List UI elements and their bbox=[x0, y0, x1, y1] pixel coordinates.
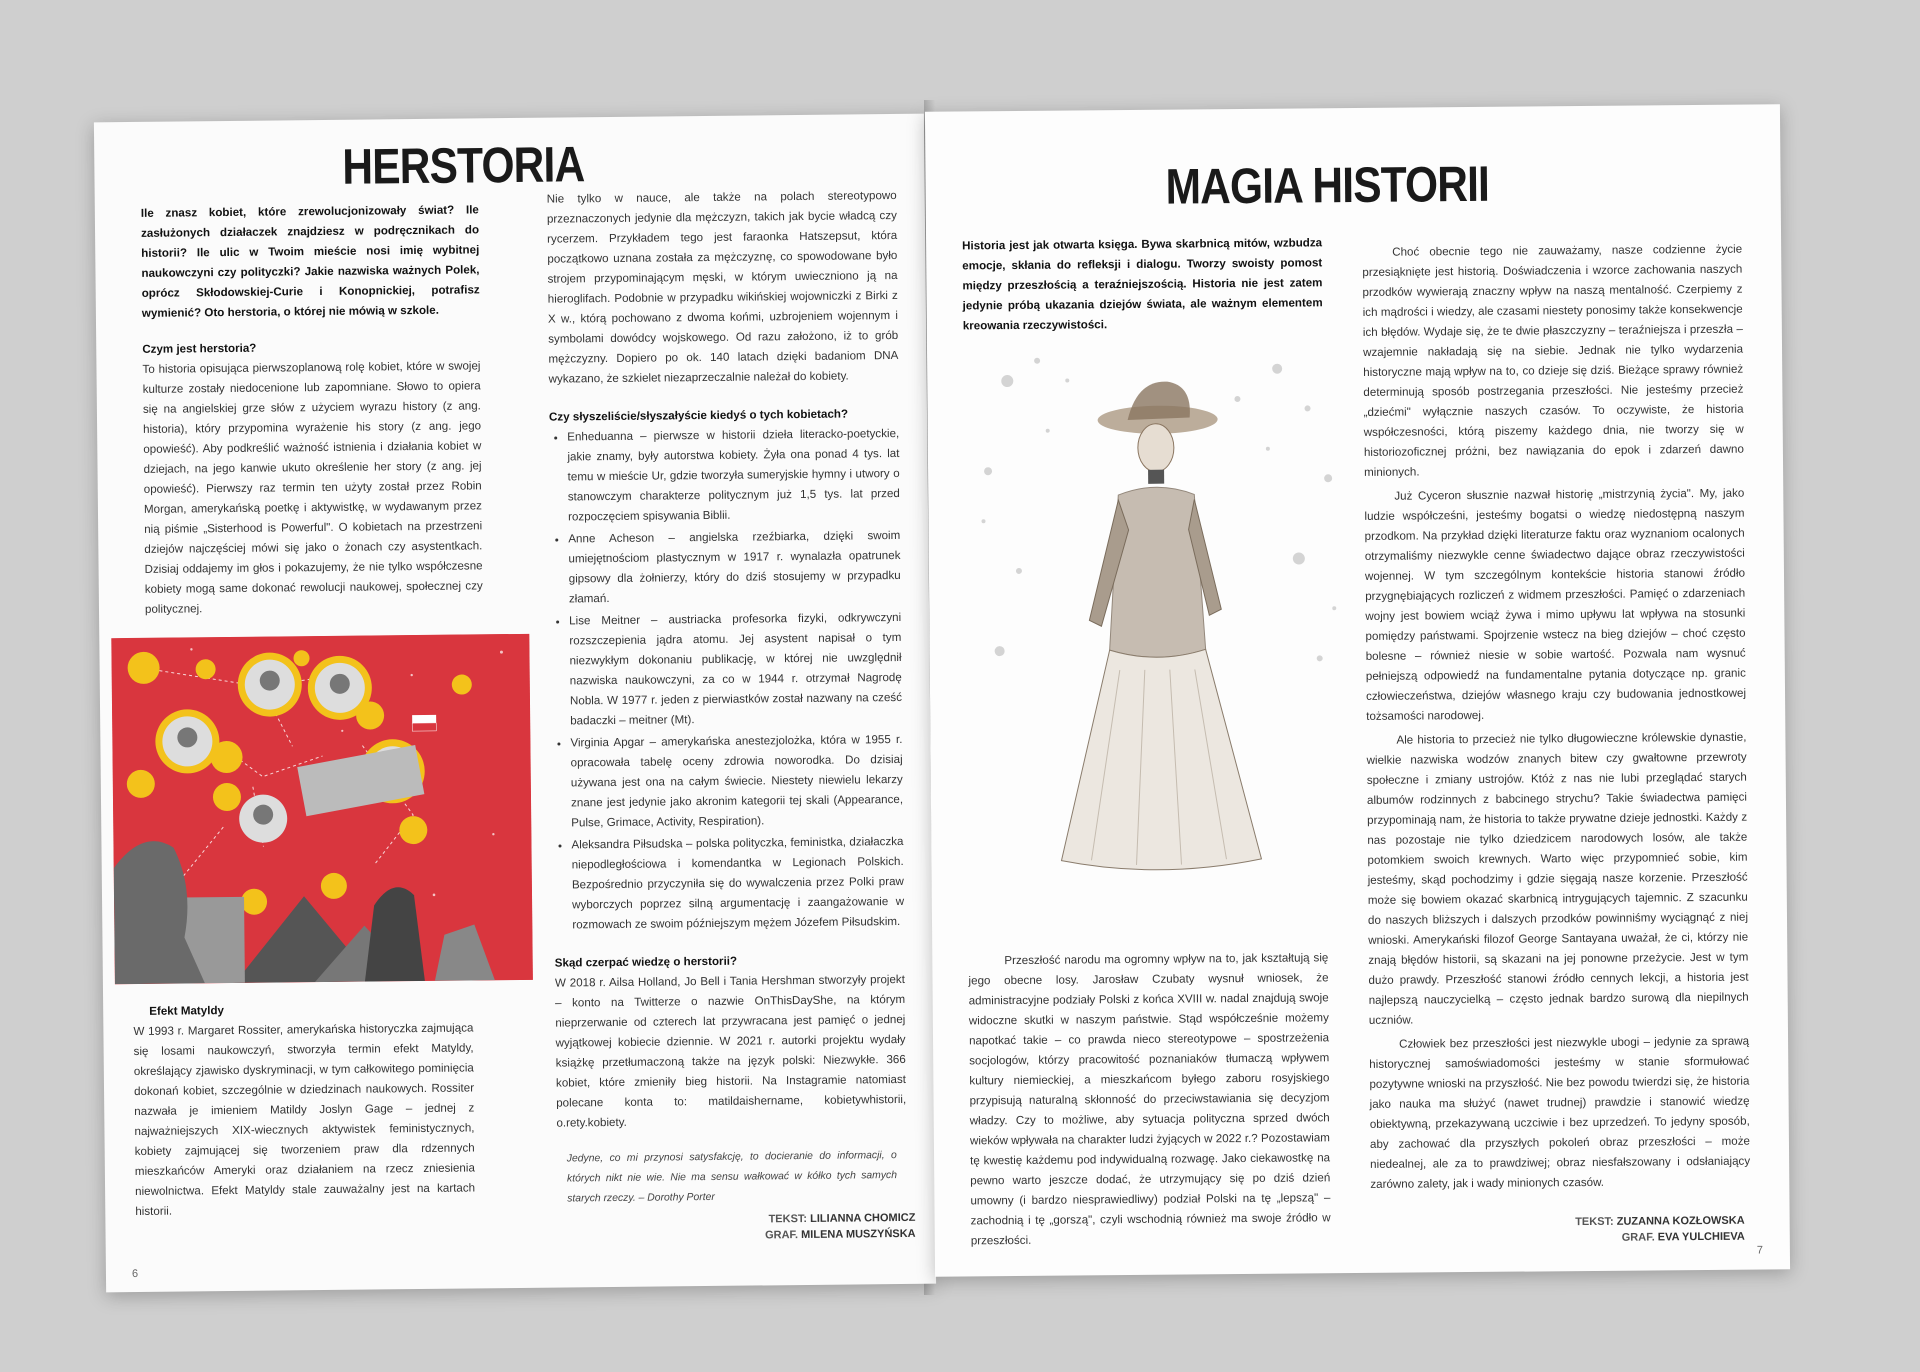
herstoria-collage-illustration bbox=[111, 634, 533, 984]
section-heading: Efekt Matyldy bbox=[149, 1004, 225, 1018]
credits bbox=[1495, 1213, 1745, 1247]
credit-name: ZUZANNA KOZŁOWSKA bbox=[1616, 1214, 1745, 1228]
women-list bbox=[549, 424, 904, 936]
page-title: MAGIA HISTORII bbox=[1165, 155, 1490, 215]
body-paragraph: Już Cyceron słusznie nazwał historię „mistrzynią życia". My, jako ludzie współcześni, jesteśmy bogatsi o wiedzę niedostępną naszym przodkom. Na przykład dzięki literaturze faktu oraz wyznaniom ocalonych otrzymaliśmy niezwykle cenne świadectwo dające obraz rzeczywistości wojennej. W tym szczególnym kontekście historia stanowi źródło przygnębiających rozliczeń z widmem przeszłości. Pamięć o zdarzeniach wojny jest bowiem wciąż żywa i mimo upływu lat wpływa na stosunki pomiędzy państwami. Spojrzenie wstecz na bieg dziejów – choć często bolesne – również niesie w sobie wartość. Pozwala nam wysnuć pełniejszą odpowiedź na fundamentalne pytania dotyczące np. granic człowieczeństwa, dziejów własnego kraju czy budowania jednostkowej tożsamości narodowej. bbox=[1364, 486, 1747, 723]
body-paragraph: To historia opisująca pierwszoplanową rolę kobiet, które w swojej kulturze zostały niedocenione lub zapomniane. Słowo to opiera się na angielskiej grze słów z użyciem wyrazu history (z ang. historia), który przypomina wyrażenie his story (z ang. jego opowieść). Aby podkreślić ważność istnienia i działania kobiet w dziejach, na jego kanwie ukuto określenie her story (z ang. jej opowieść). Pierwszy raz termin ten użyty został przez Robin Morgan, amerykańską poetkę i aktywistkę, w wydawanym przez nią piśmie „Sisterhood is Powerful". O kobietach na przestrzeni dziejów najczęściej mówi się jako o żonach czy asystentkach. Dzisiaj oddajemy im głos i pokazujemy, że nie tylko współczesne kobiety mogą same dokonać rewolucji naukowej, społecznej czy politycznej. bbox=[142, 359, 483, 616]
intro-paragraph: Historia jest jak otwarta księga. Bywa skarbnicą mitów, wzbudza emocje, skłania do refleksji i dialogu. Tworzy swoisty pomost między przeszłością a teraźniejszością. Historia nie jest zatem jedynie próbą ukazania dziejów świata, ale ważnym elementem kreowania rzeczywistości. bbox=[962, 236, 1323, 333]
efekt-matyldy-section bbox=[133, 998, 475, 1222]
page-number: 7 bbox=[1756, 1244, 1764, 1257]
bottom-column bbox=[968, 948, 1331, 1251]
body-paragraph: Człowiek bez przeszłości jest niezwykle ubogi – jedynie za sprawą historycznej samoświadomości jesteśmy w stanie sformułować pozytywne wnioski na przyszłość. Nie bez powodu twierdzi się, że historia jako nauka ma służyć (nawet trudnej) prawdzie i stanowić wiedzę obiektywną, przekazywaną uczciwie i bez uprzedzeń. To jedyny sposób, aby zachować dla przyszłych pokoleń obraz przeszłości – może niedealnej, ale za to prawdziwej; obraz niesfałszowany i odsłaniający zarówno zalety, jak i wady minionych czasów. bbox=[1369, 1034, 1751, 1191]
credit-name: LILIANNA CHOMICZ bbox=[810, 1211, 916, 1225]
body-paragraph: Nie tylko w nauce, ale także na polach stereotypowo przeznaczonych jedynie dla mężczyzn, takich jak bycie władcą czy rycerzem. Przykładem tego jest faraonka Hatszepsut, która początkowo uznana została za mężczyznę, co spowodowane było strojem przypominającym męski, w którym uwieczniono ją na hieroglifach. Podobnie w przypadku wikińskiej wojowniczki z Birki z X w., którą pochowano z dwoma końmi, uzbrojeniem wojennym i symbolami dowódcy wojskowego. Od razu założono, iż to grób mężczyzny. Dopiero po ok. 140 latach dzięki badaniom DNA wykazano, że szkielet niezaprzeczalnie należał do kobiety. bbox=[546, 188, 899, 386]
credit-label: GRAF. bbox=[764, 1229, 799, 1242]
list-item: • Lise Meitner – austriacka profesorka fizyki, odkrywczyni rozszczepienia jądra atomu. Jej asystent napisał o tym niezwykłym dokonaniu publikację, w której nie uwzględnił nazwiska naukowczyni, za co w 1944 r. otrzymał Nagrodę Nobla. W 1977 r. jeden z pierwiastków został nazwany na cześć badaczki – meitner (Mt). bbox=[569, 608, 902, 731]
list-item: • Virginia Apgar – amerykańska anestezjolożka, która w 1955 r. opracowała tabelę oceny zdrowia noworodka. Do dzisiaj używana jest ona na całym świecie. Niestety niewielu lekarzy znane jest jedynie jako akronim kategorii tej skali (Appearance, Pulse, Grimace, Activity, Respiration). bbox=[570, 730, 903, 833]
credit-label: TEKST: bbox=[1575, 1215, 1614, 1229]
section-heading: Czym jest herstoria? bbox=[142, 341, 257, 356]
credit-name: MILENA MUSZYŃSKA bbox=[801, 1227, 916, 1242]
body-paragraph: Choć obecnie tego nie zauważamy, nasze codzienne życie przesiąknięte jest historią. Doświadczenia i wzorce zachowania naszych przodków wywierają znaczny wpływ na naszą mentalność. Czerpiemy z ich mądrości i wiedzy, ale czasami niestety ponosimy także konsekwencje ich błędów. Wydaje się, że te dwie płaszczyzny – teraźniejsza i przeszła – wzajemnie nakładają się na siebie. Jednak nie tylko wydarzenia historyczne mają wpływ na to, co dzieje się dziś. Bieżące sprawy również determinują sposób postrzegania przeszłości. Nie jesteśmy przecież „dziećmi" wyłącznie naszych czasów. To oczywiste, że historia współczesności, którą piszemy każdego dnia, nie tworzy się w historiozoficznej próżni, bez nawiązania do epok i zdarzeń dawno minionych. bbox=[1362, 242, 1744, 479]
credit-name: EVA YULCHIEVA bbox=[1657, 1230, 1745, 1244]
list-item: • Anne Acheson – angielska rzeźbiarka, dzięki swoim umiejętnościom plastycznym w 1917 r. wynalazła opatrunek gipsowy dla żołnierzy, który do dziś stosujemy w przypadku złamań. bbox=[568, 526, 901, 609]
list-item: • Enheduanna – pierwsze w historii dzieła literacko-poetyckie, jakie znamy, były autorstwa kobiety. Żyła ona ponad 4 tys. lat temu w mieście Ur, gdzie tworzyła sumeryjskie hymny i utwory o stanowczym charakterze politycznym już 1,5 tys. lat przed rozpoczęciem spisywania Biblii. bbox=[567, 424, 900, 527]
section-heading: Czy słyszeliście/słyszałyście kiedyś o tych kobietach? bbox=[548, 407, 849, 424]
body-paragraph: Przeszłość narodu ma ogromny wpływ na to, jak kształtują się jego obecne losy. Jarosław Czubaty wysnuł wniosek, że administracyjne podziały Polski z końca XVIII w. nadal znajdują swoje widoczne skutki w naszym państwie. Stąd współcześnie możemy napotkać takie – co prawda nieco stereotypowe – spostrzeżenia socjologów, którzy pracowitość poznaniaków tłumaczą wpływem kultury niemieckiej, a mieszkańcom byłego zaboru rosyjskiego przypisują naturalną skłonność do przeciwstawiania się decyzjom władzy. Czy to możliwe, aby sytuacja polityczna sprzed dwóch wieków wpływała na charakter ludzi żyjących w 2022 r.? Pozostawiam tę kwestię każdemu pod indywidualną rozwagę. Jako ciekawostkę na pewno warto jeszcze dodać, że utrzymujący się po dziś dzień umowny (i bardzo niesprawiedliwy) podział Polski na tę „lepszą" – zachodnią i tę „gorszą", czyli wschodnią również ma swoje źródło w przeszłości. bbox=[968, 951, 1331, 1248]
body-paragraph: W 2018 r. Ailsa Holland, Jo Bell i Tania Hershman stworzyły projekt – konto na Twitterze o nazwie OnThisDayShe, na którym nieprzerwanie od czterech lat przywracana jest pamięć o jednej wyjątkowej kobiecie dziennie. W 2021 r. autorki projektu wydały książkę przetłumaczoną także na język polski: Niezwykłe. 366 kobiet, które zmieniły bieg historii. Na Instagramie natomiast polecane konta to: matildaishername, kobietywhistorii, o.rety.kobiety. bbox=[554, 972, 907, 1130]
woman-illustration bbox=[967, 318, 1352, 881]
quote: Jedyne, co mi przynosi satysfakcję, to docieranie do informacji, o których nikt nie wie. Nie ma sensu wałkować w kółko tych samych starych rzeczy. – Dorothy Porter bbox=[566, 1150, 898, 1205]
right-page bbox=[925, 104, 1790, 1276]
list-item: • Aleksandra Piłsudska – polska polityczka, feministka, działaczka niepodległościowa i komendantka w Legionach Polskich. Bezpośrednio przyczyniła się do wywalczenia przez Polki praw wyborczych poprzez silną argumentację i zaangażowanie w rozmowach ze swoim późniejszym mężem Józefem Piłsudskim. bbox=[571, 832, 904, 935]
page-number: 6 bbox=[131, 1267, 139, 1281]
body-paragraph: Ale historia to przecież nie tylko długowieczne królewskie dynastie, wielkie nazwiska wodzów znanych bitew czy gwałtowne przewroty społeczne i zmiany ustrojów. Któż z nas nie lubi przeglądać starych albumów rodzinnych z babcinego strychu? Takie świadectwa pamięci przypominają nam, że historia to także prywatne dzieje jednostki. Każdy z nas pozostaje nie tylko dziedzicem narodowych losów, ale także potomkiem swoich krewnych. Warto więc przypomnieć sobie, kim jesteśmy, skąd pochodzimy i gdzie sięgają nasze korzenie. Przeszłość może się bowiem okazać skarbnicą intrygujących tajemnic. Z szacunku do naszych bliższych i dalszych przodków powinniśmy wyciągnąć z niej wnioski. Amerykański filozof George Santayana uważał, że ci, którzy nie znają błędów historii, są skazani na jej ponowne przeżycie. Jest w tym dużo prawdy. Przeszłość stanowi źródło cennych lekcji, a historia jest najlepszą nauczycielką – często jednak bardzo surową dla niepilnych uczniów. bbox=[1366, 730, 1749, 1027]
right-column bbox=[1362, 240, 1750, 1195]
page-title: HERSTORIA bbox=[342, 136, 585, 195]
intro-paragraph: Ile znasz kobiet, które zrewolucjonizowały świat? Ile zasłużonych działaczek znajdziesz w podręcznikach do historii? Ile ulic w Twoim mieście nosi imię wybitnej naukowczyni czy polityczki? Jakie nazwiska ważnych Polek, oprócz Skłodowskiej-Curie i Konopnickiej, potrafisz wymienić? Oto herstoria, o której nie mówią w szkole. bbox=[140, 203, 480, 320]
right-column bbox=[547, 186, 908, 1210]
left-column bbox=[141, 200, 483, 620]
section-heading: Skąd czerpać wiedzę o herstorii? bbox=[554, 954, 738, 970]
body-paragraph: W 1993 r. Margaret Rossiter, amerykańska historyczka zajmująca się losami naukowczyń, stworzyła termin efekt Matyldy, określający zjawisko dyskryminacji, w tym całkowitego pominięcia dokonań kobiet, szczególnie w dziedzinach naukowych. Rossiter nazwała je imieniem Matildy Joslyn Gage – jednej z najważniejszych XIX-wiecznych aktywistek feministycznych, kobiety zajmującej się tworzeniem praw dla rdzennych mieszkańców Ameryki oraz działaniem na rzecz zniesienia niewolnictwa. Efekt Matyldy stale zauważalny jest na kartach historii. bbox=[133, 1021, 476, 1219]
credit-label: GRAF. bbox=[1621, 1231, 1655, 1244]
credit-label: TEKST: bbox=[768, 1212, 808, 1226]
left-page bbox=[94, 114, 936, 1293]
credits bbox=[665, 1210, 915, 1245]
